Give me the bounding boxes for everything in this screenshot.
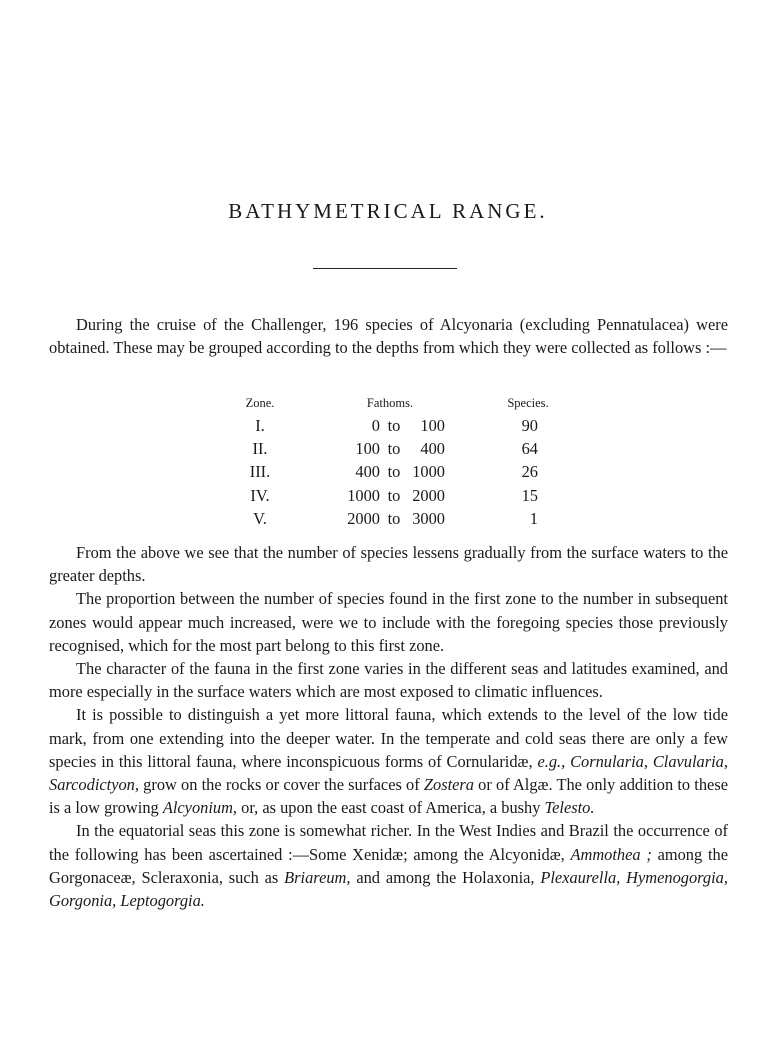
species-cell: 90: [521, 416, 538, 435]
table-row: [0, 439, 776, 462]
text-run: In the equatorial seas this zone is somewhat richer. In the West Indies and Brazil the occurrence of the following has been ascertained :—Some Xenidæ; among the Alcyonidæ,: [49, 821, 728, 864]
taxon-zostera: Zostera: [423, 775, 474, 795]
species-cell: 1: [529, 508, 538, 528]
table-row: [0, 509, 776, 532]
text-run: It is possible to distinguish a yet more littoral fauna, which extends to the level of the low tide mark, from one extending into the deeper water. In the temperate and cold seas there are only a few species in this littoral fauna, where inconspicuous forms of Cornularidæ,: [49, 705, 728, 771]
fathoms-from-cell: 0: [371, 416, 380, 435]
table-row: [0, 462, 776, 485]
fathoms-to-cell: to: [387, 485, 401, 505]
text-run: or, as upon the east coast of America, a bushy: [237, 798, 545, 818]
zone-cell: III.: [249, 462, 271, 482]
zone-cell: II.: [252, 439, 268, 459]
fathoms-to-cell: to: [387, 439, 401, 459]
table-header: [0, 396, 776, 416]
text-run: grow on the rocks or cover the surfaces of: [138, 775, 424, 795]
table-row: [0, 486, 776, 509]
title-rule: [313, 268, 457, 269]
species-cell: 26: [521, 462, 538, 482]
taxon-briareum: Briareum,: [284, 867, 351, 887]
taxon-leptogorgia: Leptogorgia.: [120, 891, 205, 911]
taxon-plexaurella: Plexaurella,: [540, 867, 621, 887]
taxon-cornularia: Cornularia,: [570, 751, 648, 771]
taxon-hymenogorgia: Hymenogorgia,: [626, 867, 728, 887]
taxon-ammothea: Ammothea ;: [570, 844, 652, 864]
fathoms-till-cell: 400: [420, 439, 445, 459]
text-run: or of Algæ. The only addition to these is a low growing: [49, 775, 728, 818]
zone-cell: IV.: [250, 485, 270, 505]
fathoms-to-cell: to: [387, 416, 401, 435]
fathoms-to-cell: to: [387, 508, 401, 528]
table-row: [0, 416, 776, 439]
text-run: and among the Holaxonia,: [350, 867, 541, 887]
fathoms-from-cell: 2000: [347, 508, 380, 528]
fathoms-from-cell: 400: [355, 462, 380, 482]
depth-table: [0, 396, 776, 532]
paragraph-4: [49, 703, 728, 819]
intro-section: [49, 313, 728, 359]
header-fathoms: Fathoms.: [366, 396, 414, 410]
page-title: BATHYMETRICAL RANGE.: [228, 199, 548, 223]
taxon-alcyonium: Alcyonium,: [162, 798, 238, 818]
paragraph-5: [49, 819, 728, 912]
paragraph-1: From the above we see that the number of species lessens gradually from the surface waters to the greater depths.: [49, 543, 728, 586]
header-zone: Zone.: [245, 396, 275, 410]
italic-term: e.g.,: [537, 751, 566, 771]
header-species: Species.: [507, 396, 549, 410]
taxon-gorgonia: Gorgonia,: [49, 891, 117, 911]
taxon-telesto: Telesto.: [544, 798, 595, 818]
fathoms-to-cell: to: [387, 462, 401, 482]
body-section: [49, 541, 728, 912]
fathoms-till-cell: 3000: [412, 508, 445, 528]
species-cell: 15: [521, 485, 538, 505]
zone-cell: V.: [253, 508, 267, 528]
species-cell: 64: [521, 439, 538, 459]
paragraph-2: The proportion between the number of species found in the first zone to the number in subsequent zones would appear much increased, were we to include with the foregoing species those previously recognised, which for the most part belong to this first zone.: [49, 589, 728, 655]
fathoms-from-cell: 100: [355, 439, 380, 459]
fathoms-till-cell: 1000: [412, 462, 445, 482]
fathoms-from-cell: 1000: [347, 485, 380, 505]
fathoms-till-cell: 2000: [412, 485, 445, 505]
zone-cell: I.: [255, 416, 265, 435]
fathoms-till-cell: 100: [420, 416, 445, 435]
intro-paragraph: During the cruise of the Challenger, 196 species of Alcyonaria (excluding Pennatulacea) were obtained. These may be grouped according to the depths from which they were collected as follows :—: [49, 315, 728, 358]
taxon-sarcodictyon: Sarcodictyon,: [49, 775, 139, 795]
taxon-clavularia: Clavularia,: [652, 751, 728, 771]
text-run: among the Gorgonaceæ, Scleraxonia, such as: [49, 844, 728, 887]
paragraph-3: The character of the fauna in the first zone varies in the different seas and latitudes examined, and more especially in the surface waters which are most exposed to climatic influences.: [49, 659, 728, 702]
